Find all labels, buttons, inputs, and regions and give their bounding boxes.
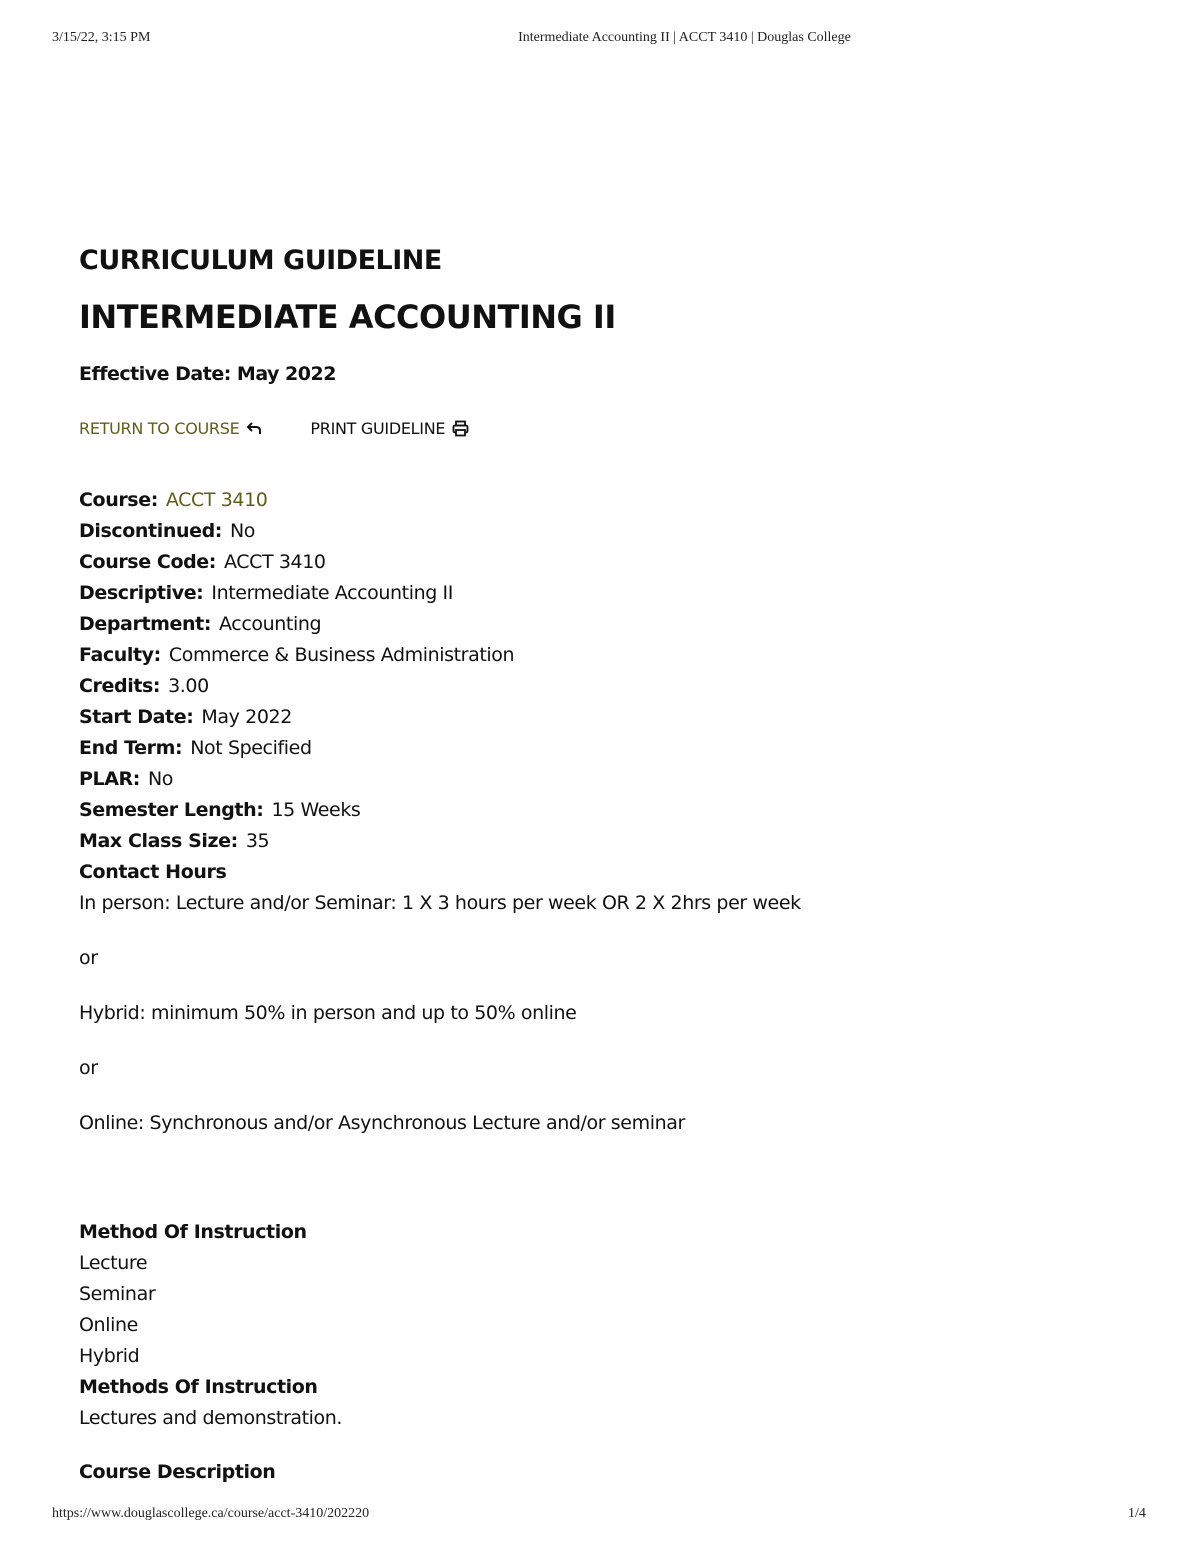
field-value: Intermediate Accounting II <box>211 582 453 604</box>
print-url: https://www.douglascollege.ca/course/acct-3410/202220 <box>52 1506 370 1521</box>
field-value: ACCT 3410 <box>224 551 326 573</box>
list-item: Lecture <box>79 1252 148 1274</box>
field-faculty <box>79 640 1159 671</box>
course-description-heading: Course Description <box>79 1461 276 1483</box>
field-label: Descriptive: <box>79 582 204 604</box>
print-datetime: 3/15/22, 3:15 PM <box>52 30 151 45</box>
field-label: Credits: <box>79 675 161 697</box>
field-label: Discontinued: <box>79 520 222 542</box>
return-to-course-label: RETURN TO COURSE <box>79 418 240 438</box>
field-value: May 2022 <box>201 706 292 728</box>
field-value: 15 Weeks <box>271 799 361 821</box>
contact-hours-line: Online: Synchronous and/or Asynchronous Lecture and/or seminar <box>79 1112 685 1134</box>
field-course-code <box>79 547 1159 578</box>
field-department <box>79 609 1159 640</box>
methods-of-instruction-heading: Methods Of Instruction <box>79 1376 318 1398</box>
field-value: Accounting <box>219 613 322 635</box>
field-course <box>79 485 1159 516</box>
field-value: No <box>229 520 256 542</box>
field-label: Semester Length: <box>79 799 264 821</box>
return-arrow-icon <box>246 420 262 436</box>
list-item: Seminar <box>79 1283 156 1305</box>
guideline-actions <box>79 413 1159 443</box>
page-number: 1/4 <box>1128 1506 1146 1521</box>
course-link[interactable]: ACCT 3410 <box>165 489 268 511</box>
field-value: 35 <box>245 830 270 852</box>
contact-hours-heading: Contact Hours <box>79 861 227 883</box>
contact-hours-line: Hybrid: minimum 50% in person and up to 50% online <box>79 1002 577 1024</box>
list-item: Online <box>79 1314 138 1336</box>
course-fields <box>79 485 1159 1488</box>
method-of-instruction-heading: Method Of Instruction <box>79 1221 307 1243</box>
field-value: Not Specified <box>190 737 312 759</box>
contact-hours-line: or <box>79 1057 98 1079</box>
return-to-course-link[interactable] <box>79 419 262 438</box>
doc-label: CURRICULUM GUIDELINE <box>79 245 442 276</box>
print-guideline-link[interactable] <box>310 419 469 438</box>
field-label: Start Date: <box>79 706 194 728</box>
contact-hours-line: In person: Lecture and/or Seminar: 1 X 3 hours per week OR 2 X 2hrs per week <box>79 892 801 914</box>
field-value: 3.00 <box>168 675 209 697</box>
page-title: INTERMEDIATE ACCOUNTING II <box>79 298 616 336</box>
field-label: Course: <box>79 489 158 511</box>
field-label: Max Class Size: <box>79 830 238 852</box>
field-semester-length <box>79 795 1159 826</box>
methods-of-instruction-text: Lectures and demonstration. <box>79 1407 343 1429</box>
effective-date: Effective Date: May 2022 <box>79 363 336 385</box>
guideline-content <box>79 240 1159 1488</box>
list-item: Hybrid <box>79 1345 140 1367</box>
field-label: Faculty: <box>79 644 161 666</box>
field-end-term <box>79 733 1159 764</box>
field-label: Course Code: <box>79 551 216 573</box>
print-guideline-label: PRINT GUIDELINE <box>310 418 446 438</box>
field-plar <box>79 764 1159 795</box>
field-max-class-size <box>79 826 1159 857</box>
print-page-title: Intermediate Accounting II | ACCT 3410 | Douglas College <box>518 30 851 45</box>
field-descriptive <box>79 578 1159 609</box>
field-start-date <box>79 702 1159 733</box>
field-label: Department: <box>79 613 212 635</box>
field-label: PLAR: <box>79 768 140 790</box>
field-value: Commerce & Business Administration <box>168 644 515 666</box>
field-credits <box>79 671 1159 702</box>
field-value: No <box>147 768 174 790</box>
field-label: End Term: <box>79 737 183 759</box>
field-discontinued <box>79 516 1159 547</box>
printer-icon <box>452 420 469 437</box>
contact-hours-line: or <box>79 947 98 969</box>
section-spacer <box>79 1139 1159 1217</box>
